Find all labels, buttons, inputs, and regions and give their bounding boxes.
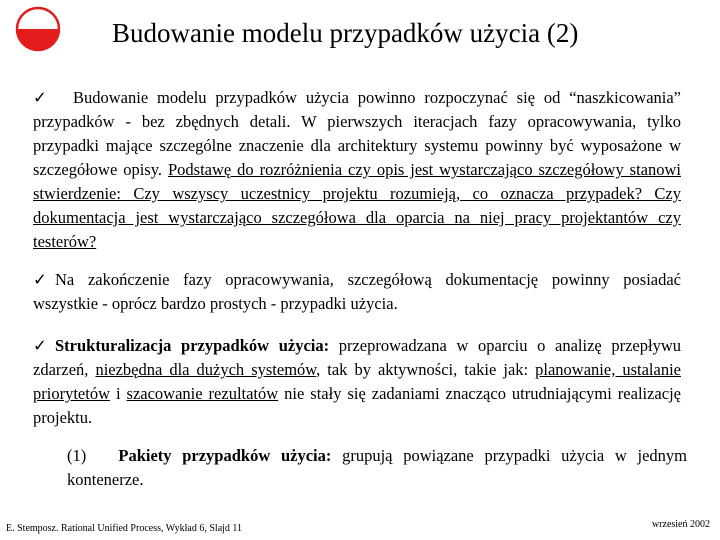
p1-text: Budowanie modelu przypadków użycia powinno rozpoczynać się od “naszkicowania” przypadków - bez zbędnych detali. W pierwszych iteracjach fazy opracowywania, tylko przypadki mające szczególne znaczenie dla architektury systemu powinny być wyposażone w szczegółowe opisy. bbox=[33, 88, 681, 179]
p3-text-2: , tak by aktywności, takie jak: bbox=[316, 360, 536, 379]
p3-text-4: nie stały się zadaniami znacząco utrudniającymi realizację projektu. bbox=[33, 384, 681, 427]
footer-date: wrzesień 2002 bbox=[651, 519, 710, 530]
checkmark-icon: ✓ bbox=[33, 336, 47, 355]
page-title: Budowanie modelu przypadków użycia (2) bbox=[112, 18, 579, 48]
logo-icon bbox=[15, 6, 61, 52]
p2-text: Na zakończenie fazy opracowywania, szczegółową dokumentację powinny posiadać wszystkie - oprócz bardzo prostych - przypadki użycia. bbox=[33, 270, 681, 313]
p3-underlined-3: szacowanie rezultatów bbox=[126, 384, 279, 403]
slide-content bbox=[33, 86, 687, 492]
p3-text-3: i bbox=[109, 384, 127, 403]
p3-bold-lead: Strukturalizacja przypadków użycia: bbox=[55, 336, 330, 355]
checkmark-icon: ✓ bbox=[33, 270, 47, 289]
sub-point-1 bbox=[67, 444, 687, 492]
paragraph-2 bbox=[33, 268, 681, 316]
p1-underlined-text: Podstawę do rozróżnienia czy opis jest wystarczająco szczegółowy stanowi stwierdzenie: Czy wszyscy uczestnicy projektu rozumieją, co oznacza przypadek? Czy dokumentacja jest wystarczająco szczegółowa dla oparcia na niej pracy projektantów czy testerów? bbox=[33, 160, 681, 251]
p3-underlined-2: planowanie, ustalanie priorytetów bbox=[33, 360, 681, 403]
sub-number: (1) bbox=[67, 446, 87, 465]
sub-text: grupują powiązane przypadki użycia w jednym kontenerze. bbox=[67, 446, 687, 489]
paragraph-3 bbox=[33, 334, 681, 430]
p3-text-1: przeprowadzana w oparciu o analizę przepływu zdarzeń, bbox=[33, 336, 681, 379]
checkmark-icon: ✓ bbox=[33, 88, 47, 107]
footer-author: E. Stemposz. Rational Unified Process, Wykład 6, Slajd 11 bbox=[6, 523, 243, 534]
paragraph-1 bbox=[33, 86, 681, 254]
p3-underlined-1: niezbędna dla dużych systemów bbox=[95, 360, 317, 379]
sub-bold-lead: Pakiety przypadków użycia: bbox=[118, 446, 332, 465]
